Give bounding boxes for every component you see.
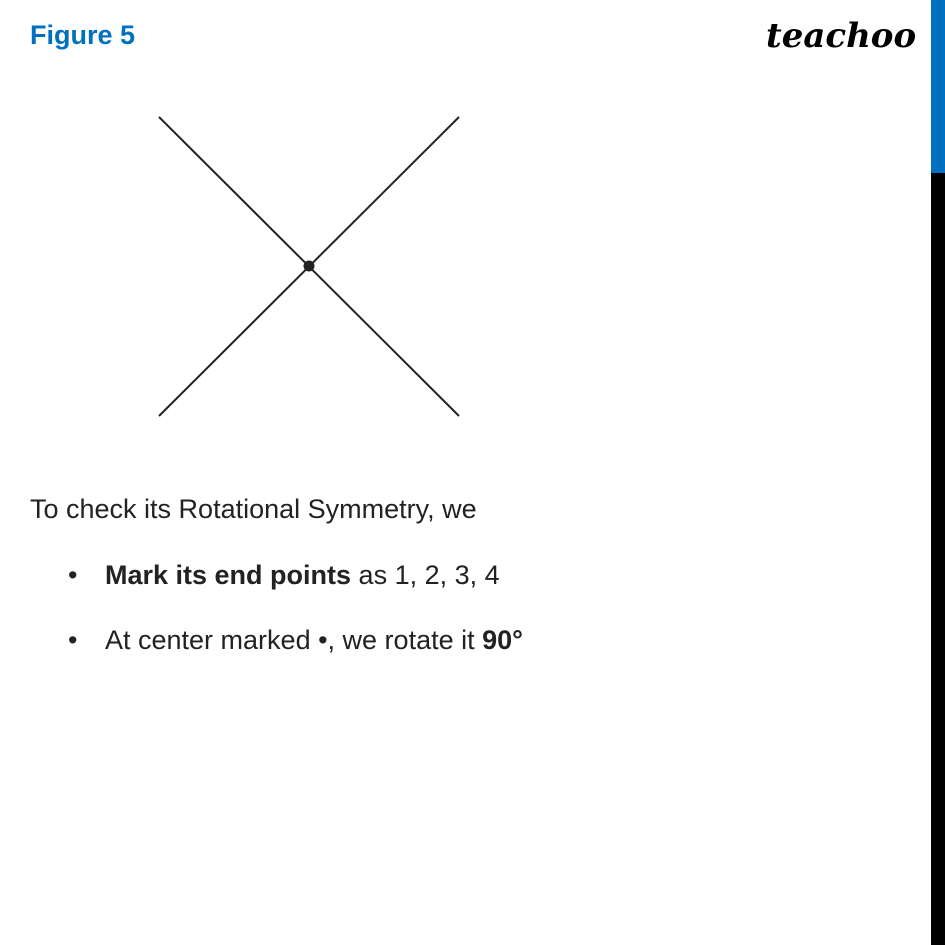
bullet-2-text: At center marked •, we rotate it [105, 625, 483, 655]
intro-text: To check its Rotational Symmetry, we [30, 494, 477, 524]
figure-title: Figure 5 [30, 20, 136, 50]
bullet-1: • Mark its end points as 1, 2, 3, 4 [68, 560, 500, 590]
bullet-2-bold: 90° [482, 625, 523, 655]
bullet-2: • At center marked •, we rotate it 90° [68, 625, 523, 655]
bullet-1-text: as 1, 2, 3, 4 [351, 560, 500, 590]
bullet-1-bold: Mark its end points [105, 560, 352, 590]
center-point [304, 261, 315, 272]
teachoo-logo: teachoo [766, 16, 917, 56]
